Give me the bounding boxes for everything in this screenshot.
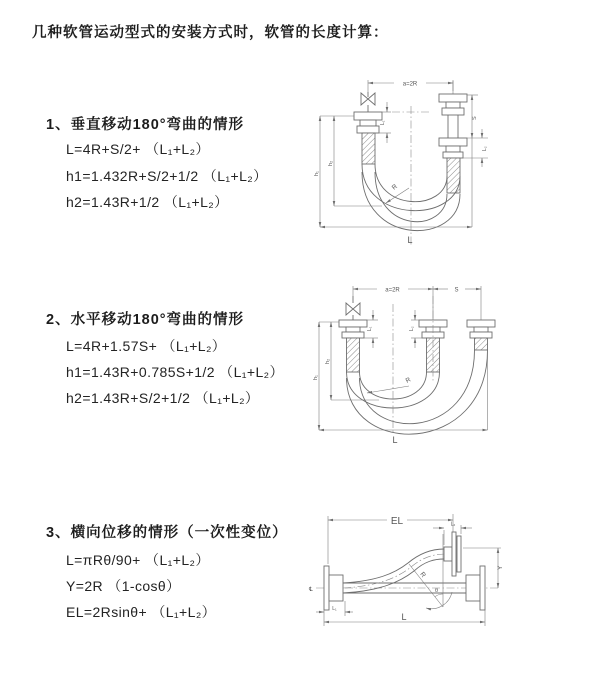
- radius-label: R: [404, 376, 413, 385]
- l-label: L: [392, 435, 398, 445]
- y-label: Y: [497, 565, 504, 570]
- s-label: S: [472, 116, 478, 120]
- diagram-vertical-bend: [312, 76, 512, 254]
- dimension-l1: [375, 102, 391, 143]
- centerline-symbol: ℄: [309, 587, 313, 593]
- right-pipe-fitting: [467, 320, 495, 350]
- radius-label: R: [418, 570, 427, 579]
- dimension-theta: [426, 588, 452, 609]
- formula-el-3: EL=2Rsinθ+ （L₁+L₂）: [66, 604, 217, 620]
- formula-y-3: Y=2R （1-cosθ）: [66, 578, 181, 594]
- theta-label: θ: [435, 588, 439, 594]
- left-flange: [324, 566, 343, 610]
- left-pipe-fitting: [354, 112, 382, 164]
- dimension-radius: [367, 376, 412, 393]
- span-2r-label: a=2R: [402, 81, 418, 88]
- dimension-l1: [364, 310, 378, 348]
- l1-label: L₁: [380, 120, 386, 125]
- diagram-horizontal-bend: [311, 282, 501, 450]
- formula-h1-1: h1=1.432R+S/2+1/2 （L₁+L₂）: [66, 168, 268, 184]
- valve-icon: [361, 92, 375, 112]
- valve-icon: [346, 296, 360, 320]
- dimension-radius: [409, 534, 443, 607]
- l2-label: L₂: [409, 326, 415, 331]
- right-pipe-fitting: [439, 81, 467, 193]
- formula-l-3: L=πRθ/90+ （L₁+L₂）: [66, 552, 210, 568]
- l2-label: L₂: [450, 521, 456, 528]
- h1-label: h₁: [313, 375, 319, 380]
- upper-flange: [452, 532, 456, 576]
- dimension-radius: [386, 183, 409, 203]
- el-label: EL: [390, 516, 404, 527]
- dimension-l: [319, 352, 488, 445]
- hose-braid: [347, 338, 360, 372]
- dimension-h1: [313, 322, 339, 430]
- section-3-heading: 3、横向位移的情形（一次性变位）: [46, 525, 288, 541]
- hose-braid: [362, 133, 375, 164]
- formula-l-1: L=4R+S/2+ （L₁+L₂）: [66, 141, 210, 157]
- section-2-heading: 2、水平移动180°弯曲的情形: [46, 312, 245, 328]
- hose-braid: [475, 338, 488, 350]
- s-label: S: [454, 287, 459, 294]
- l1-label: L₁: [332, 606, 337, 612]
- l-label: L: [407, 235, 413, 245]
- dimension-l2: [409, 310, 423, 348]
- dimension-span-2r: [353, 286, 481, 320]
- hose-u-bend: [347, 350, 488, 434]
- dimension-l: [324, 610, 485, 626]
- dimension-l1: [316, 601, 353, 616]
- span-2r-label: a=2R: [385, 287, 400, 294]
- diagram-lateral-displacement: [308, 508, 508, 638]
- formula-h1-2: h1=1.43R+0.785S+1/2 （L₁+L₂）: [66, 364, 284, 380]
- h2-label: h₂: [328, 160, 334, 166]
- l-label: L: [401, 612, 407, 622]
- section-1-heading: 1、垂直移动180°弯曲的情形: [46, 117, 245, 133]
- dimension-s: [467, 95, 488, 138]
- formula-l-2: L=4R+1.57S+ （L₁+L₂）: [66, 338, 227, 354]
- l1-label: L₁: [367, 326, 373, 331]
- upper-flange: [457, 536, 461, 572]
- formula-h2-2: h2=1.43R+S/2+1/2 （L₁+L₂）: [66, 390, 260, 406]
- dimension-el: [328, 514, 453, 564]
- left-pipe-fitting: [339, 320, 367, 372]
- right-flange: [466, 566, 485, 610]
- dimension-l2: [460, 129, 488, 167]
- formula-h2-1: h2=1.43R+1/2 （L₁+L₂）: [66, 194, 229, 210]
- radius-label: R: [390, 183, 399, 192]
- h2-label: h₂: [325, 358, 331, 364]
- l2-label: L₂: [482, 146, 488, 151]
- dimension-span-2r: [368, 80, 453, 92]
- upper-hub: [444, 547, 452, 561]
- page-title: 几种软管运动型式的安装方式时，软管的长度计算：: [32, 25, 389, 41]
- h1-label: h₁: [314, 171, 320, 176]
- dimension-s: [433, 288, 481, 294]
